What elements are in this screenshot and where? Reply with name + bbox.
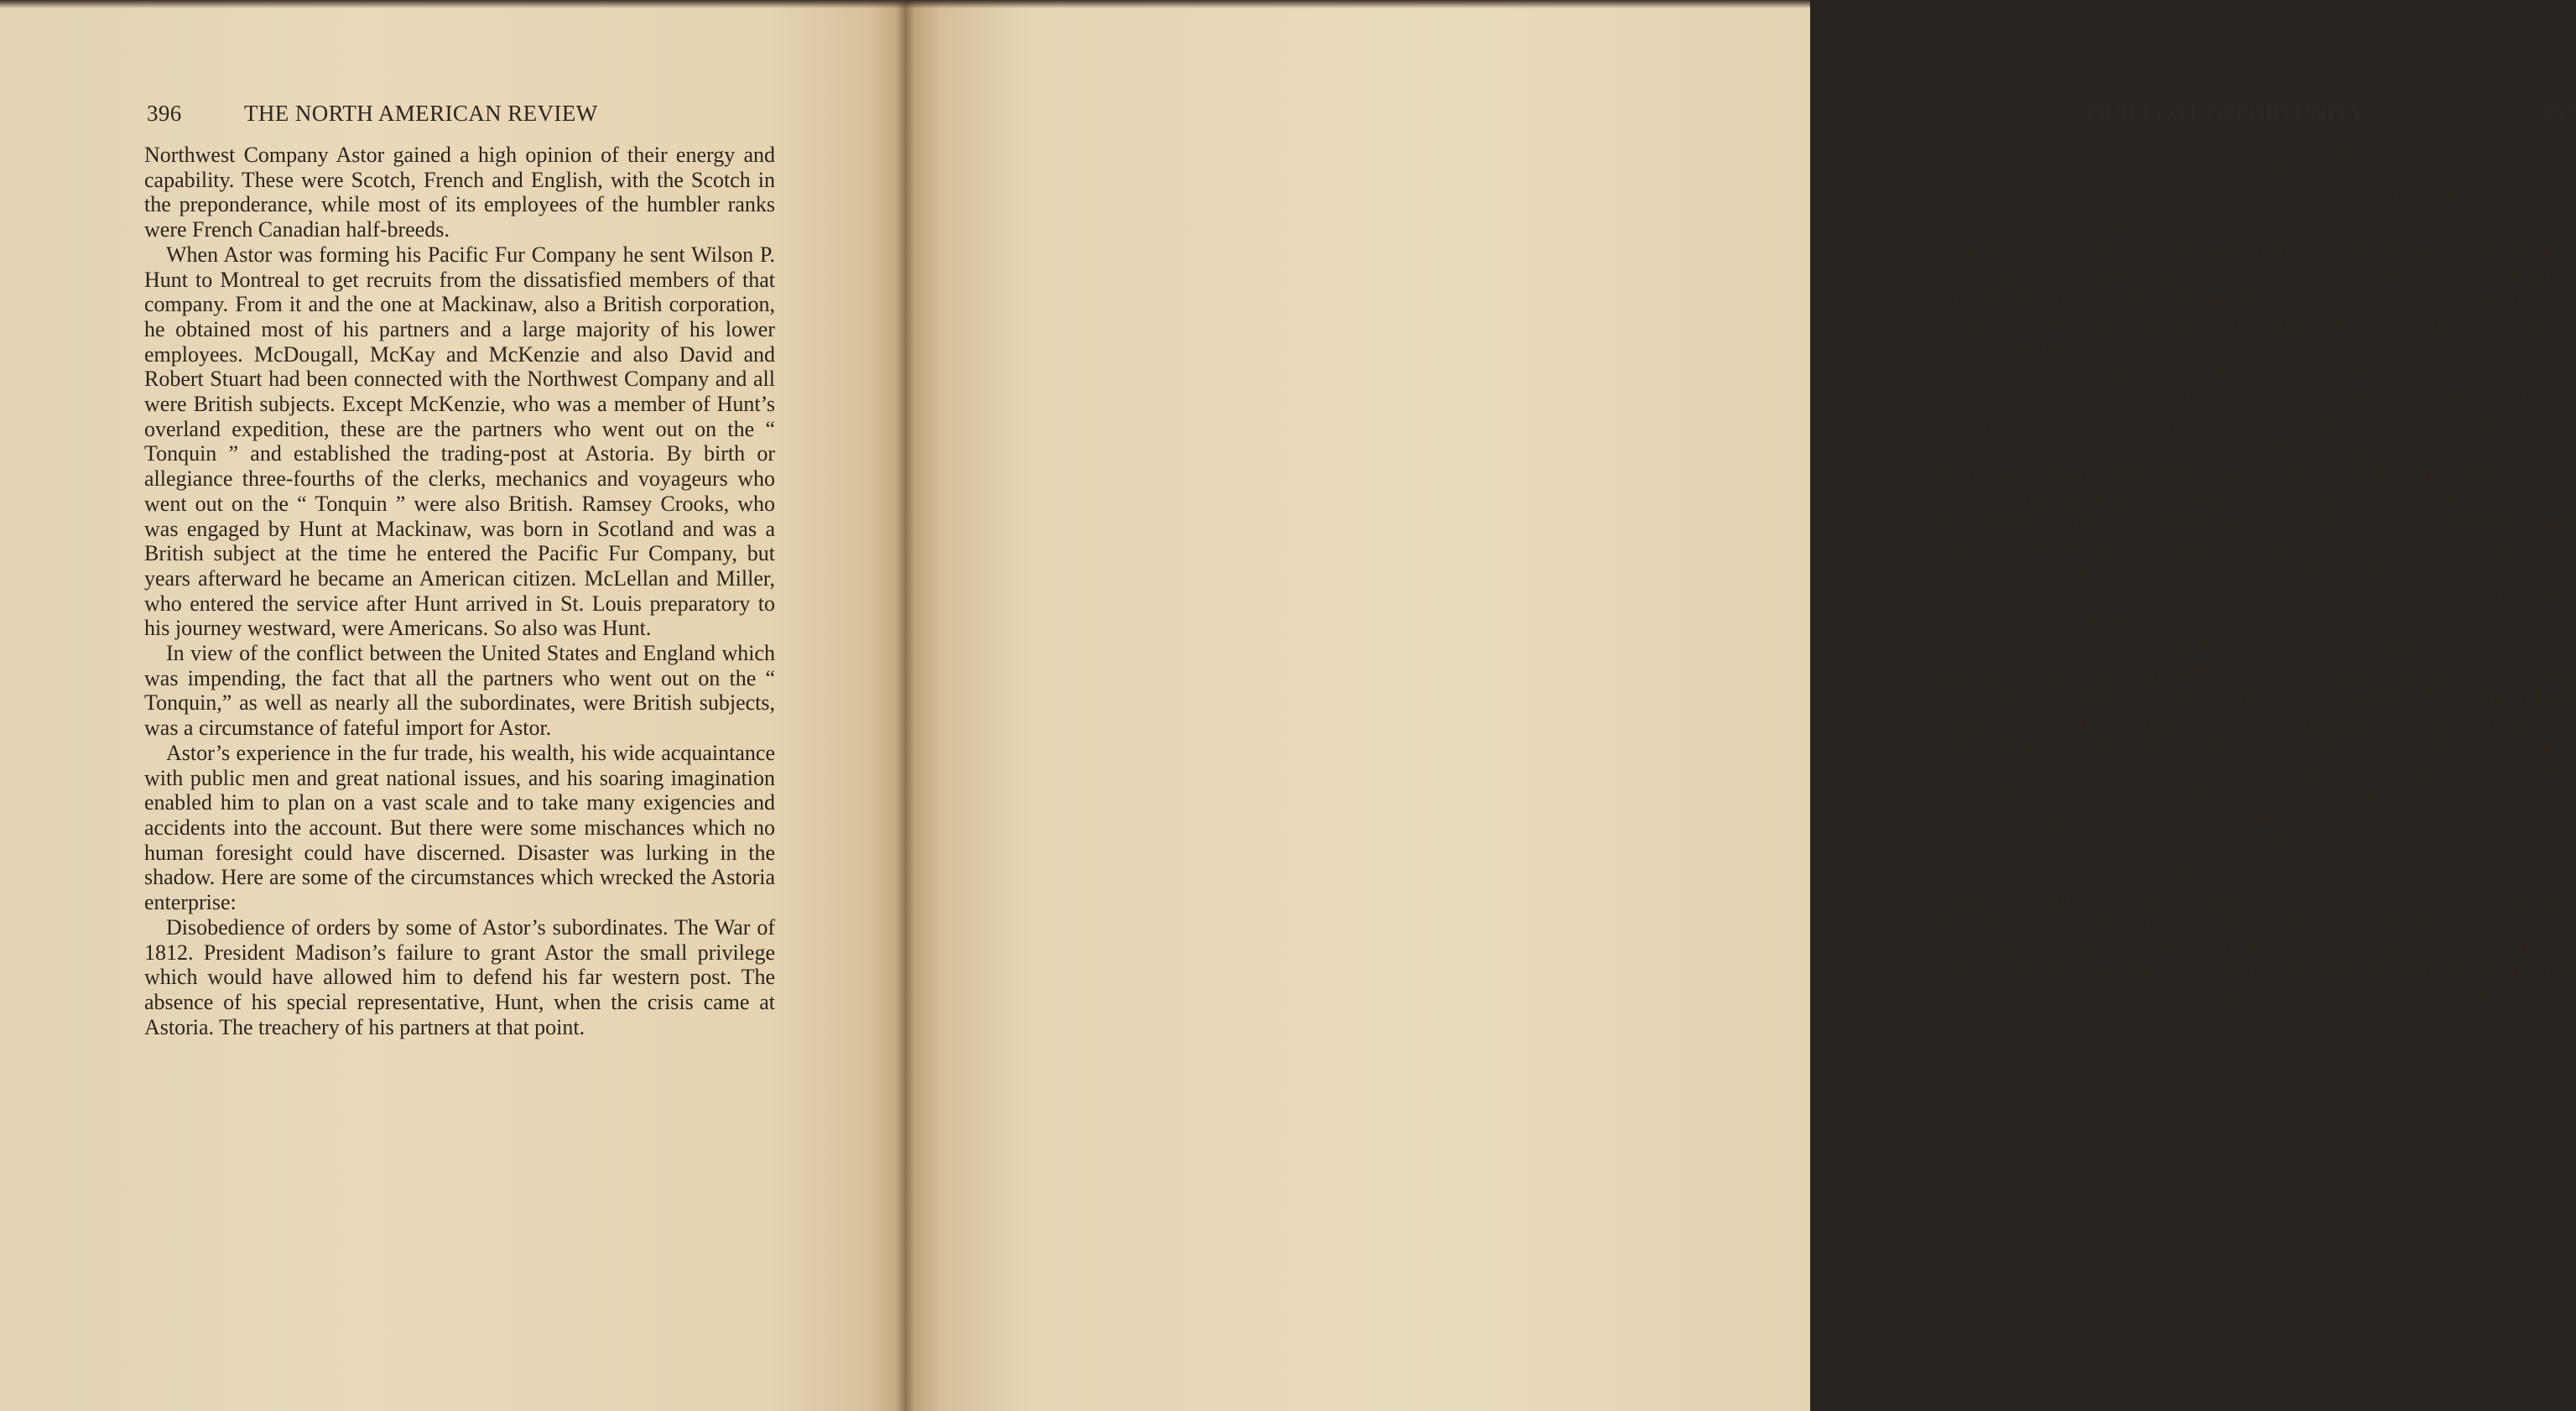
left-page [0, 0, 905, 1411]
paragraph: These were Astor’s words of warning to Captain Thorn just as the “ Tonquin ” was about to sail out of New York for Oregon. The record of the mishaps in the fur trade on the Pacific coast in the dozen previous years attested the need of these precautions. Yet when Thorn left Astoria in June, 1811, accompanied by Alexander McKay, on the trading cruise up the coast to Nootka Sound, he disregarded the injunction in each of its precepts. While at that place he insulted an Indian chief and allowed too many of the chief’s tribe, who were bent on revenge, to get on his vessel. Then the inevitable happened. At a preconcerted signal they turned on the crew and killed Thorn, McKay and all the others except three or four, who met death later. A wounded man lured a large body of the Indians on the vessel the next day and then in retaliation ignited the powder in the magazine, killing himself and scores of the Indians. Thus, in a mad orgy of vengeance, the “ Tonquin ” disappeared. [1942, 236, 2574, 585]
paragraph: This was the first entry in the chapter of calamity. Carried down the coast from band to band among the Indians, by vague rumor the report percolated through to Astoria by November. Diffusing itself through the interior, Stuart and his men heard it far up in the neighborhood of the Okanagan. Pushing westward from St. Louis, Hunt, McLellan and the others learned the dread tidings while still hundreds of miles from their objective point. Weakened as they were by the loss of the vessel and its crew, by the absence of Stuart and his party, disturbed by the uncertainty as to the fate of the overlanders, and menaced by threats of attack from the Chinooks and other Indians in their vicinity, the disaster to the “ Tonquin ” struck terror to the hearts of the Astorians. [1942, 585, 2574, 859]
paragraph: Yet with the light-heartedness of veteran adventurers in the wilderness, the Astorians celebrated Christmas of 1811 with such feasting as was possible with their scanty stores gleaned from forest, river and sea, and New-Year’s of 1812 was ushered in with salutes of artillery at the fort and with dancing and drinking until midnight. The overlanders, too, in their various divisions, some near and some far from their [1942, 859, 2574, 1034]
left-page-number: 396 [147, 101, 182, 126]
paragraph: “ Treat the Indians fairly, but don’t trust them too far. Every disaster which has taken place in the trade with the Indians arose from ill-using them or from placing too much confidence in them. Guard against surprises and sudden attacks.” [1942, 137, 2574, 237]
paragraph: Astor’s experience in the fur trade, his wealth, his wide acquaintance with public men and great national issues, and his soaring imagination enabled him to plan on a vast scale and to take many exigencies and accidents into the account. But there were some mischances which no human foresight could have discerned. Disaster was lurking in the shadow. Here are some of the circumstances which wrecked the Astoria enterprise: [144, 740, 775, 915]
left-running-head [147, 101, 776, 134]
right-page [905, 0, 2576, 1411]
book-gutter [896, 0, 914, 1411]
right-text-column [1942, 137, 2574, 1034]
paragraph: When Astor was forming his Pacific Fur Company he sent Wilson P. Hunt to Montreal to get recruits from the dissatisfied members of that company. From it and the one at Mackinaw, also a British corporation, he obtained most of his partners and a large majority of his lower employees. McDougall, McKay and McKenzie and also David and Robert Stuart had been connected with the Northwest Company and all were British subjects. Except McKenzie, who was a member of Hunt’s overland expedition, these are the partners who went out on the “ Tonquin ” and established the trading-post at Astoria. By birth or allegiance three-fourths of the clerks, mechanics and voyageurs who went out on the “ Tonquin ” were also British. Ramsey Crooks, who was engaged by Hunt at Mackinaw, was born in Scotland and was a British subject at the time he entered the Pacific Fur Company, but years afterward he became an American citizen. McLellan and Miller, who entered the service after Hunt arrived in St. Louis preparatory to his journey westward, were Americans. So also was Hunt. [144, 242, 775, 641]
left-running-title: THE NORTH AMERICAN REVIEW [244, 101, 598, 126]
paragraph: Disobedience of orders by some of Astor’s subordinates. The War of 1812. President Madison’s failure to grant Astor the small privilege which would have allowed him to defend his far western post. The absence of his special representative, Hunt, when the crisis came at Astoria. The treachery of his partners at that point. [144, 914, 775, 1039]
right-running-head [1945, 101, 2576, 134]
paragraph: Northwest Company Astor gained a high opinion of their energy and capability. These were Scotch, French and English, with the Scotch in the preponderance, while most of its employees of the humbler ranks were French Canadian half-breeds. [144, 143, 775, 242]
paragraph: In view of the conflict between the United States and England which was impending, the fact that all the partners who went out on the “ Tonquin,” as well as nearly all the subordinates, were British subjects, was a circumstance of fateful import for Astor. [144, 641, 775, 741]
right-running-title: OUR LOST OPPORTUNITY [2088, 101, 2366, 126]
right-page-number: 397 [2541, 101, 2576, 126]
top-edge-shadow [0, 0, 1810, 8]
left-text-column [144, 143, 775, 1039]
